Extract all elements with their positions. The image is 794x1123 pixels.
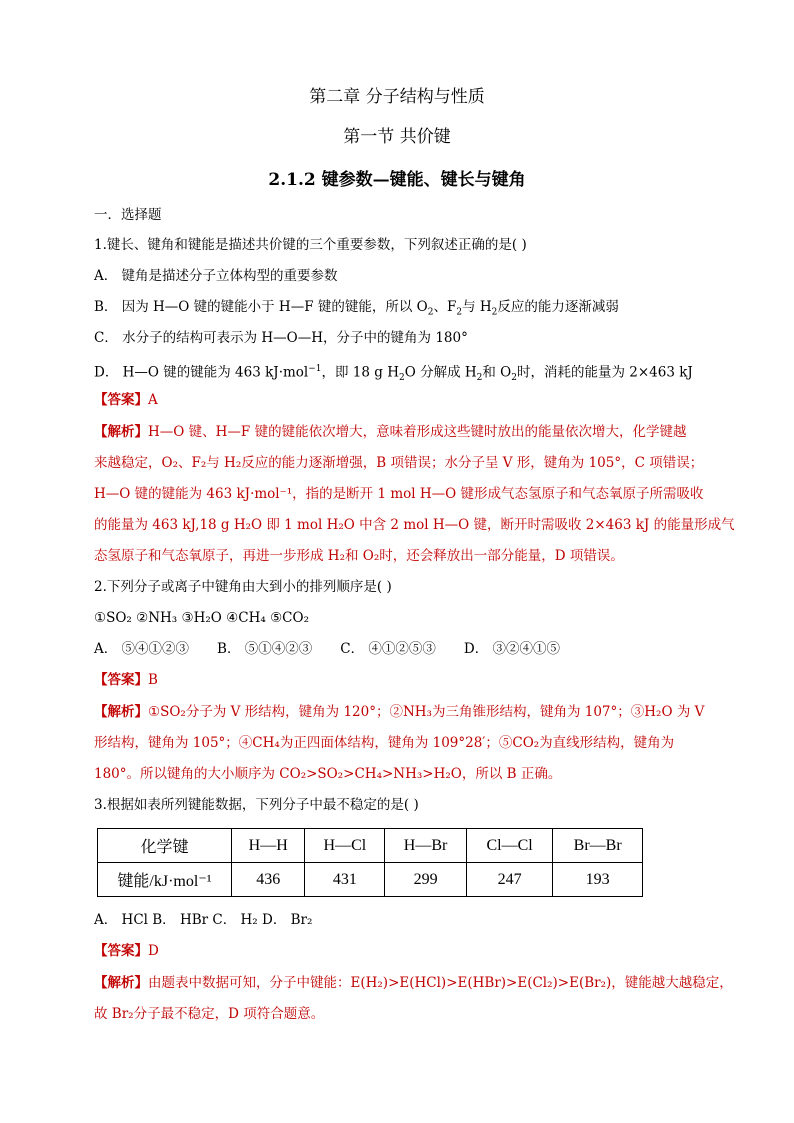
q1-analysis-2: 来越稳定，O₂、F₂与 H₂反应的能力逐渐增强，B 项错误；水分子呈 V 形，键角为 105°，C 项错误； xyxy=(94,455,704,471)
table-row xyxy=(98,863,643,897)
table-header-cell: 化学键 xyxy=(98,829,232,863)
table-header-row xyxy=(98,829,643,863)
q1-option-a: A． 键角是描述分子立体构型的重要参数 xyxy=(94,268,338,284)
q1-analysis-4: 的能量为 463 kJ,18 g H₂O 即 1 mol H₂O 中含 2 mol H—O 键，断开时需吸收 2×463 kJ 的能量形成气 xyxy=(94,517,735,533)
answer-value: B xyxy=(148,672,158,688)
q1-d-text4: 和 O xyxy=(482,364,512,381)
q1-option-b: B． 因为 H—O 键的键能小于 H—F 键的键能，所以 $O_2$、$F_2$与 $H_2$反应的能力逐渐减弱 xyxy=(94,299,619,318)
answer-value: D xyxy=(148,943,159,959)
table-cell: 299 xyxy=(385,863,467,897)
q2-options xyxy=(94,640,714,658)
q2-analysis-2: 形结构，键角为 105°；④CH₄为正四面体结构，键角为 109°28′；⑤CO₂为直线形结构，键角为 xyxy=(94,735,675,751)
q2-option-b: B． ⑤①④②③ xyxy=(217,641,313,657)
q2-analysis-1 xyxy=(94,703,714,721)
analysis-label: 【解析】 xyxy=(94,975,148,991)
q2-stem: 2.下列分子或离子中键角由大到小的排列顺序是( ) xyxy=(94,579,392,595)
analysis-text: ①SO₂分子为 V 形结构，键角为 120°；②NH₃为三角锥形结构，键角为 107°；③H₂O 为 V xyxy=(148,704,705,720)
q1-b-text1: B． 因为 H—O 键的键能小于 H—F 键的键能，所以 O xyxy=(94,299,428,315)
analysis-label: 【解析】 xyxy=(94,424,148,440)
q3-analysis-1 xyxy=(94,974,733,992)
q1-d-text1: D． H—O 键的键能为 463 kJ·mol xyxy=(94,364,309,381)
q1-analysis-1 xyxy=(94,423,714,441)
q3-analysis-2: 故 Br₂分子最不稳定，D 项符合题意。 xyxy=(94,1006,325,1022)
q1-b-text3: 与 H xyxy=(462,299,492,315)
answer-value: A xyxy=(148,392,158,408)
answer-label: 【答案】 xyxy=(94,943,148,959)
table-cell: 436 xyxy=(232,863,305,897)
answer-label: 【答案】 xyxy=(94,672,148,688)
analysis-text: 由题表中数据可知，分子中键能：E(H₂)>E(HCl)>E(HBr)>E(Cl₂)>E(Br₂)，键能越大越稳定， xyxy=(148,975,733,991)
q1-analysis-5: 态氢原子和气态氧原子，再进一步形成 H₂和 O₂时，还会释放出一部分能量，D 项错误。 xyxy=(94,548,624,564)
q1-b-text4: 反应的能力逐渐减弱 xyxy=(497,299,619,315)
q1-option-c: C． 水分子的结构可表示为 H—O—H，分子中的键角为 180° xyxy=(94,330,468,346)
table-header-cell: H—Cl xyxy=(305,829,385,863)
answer-label: 【答案】 xyxy=(94,392,148,408)
q3-answer xyxy=(94,942,714,960)
table-row-label: 键能/kJ·mol⁻¹ xyxy=(98,863,232,897)
table-header-cell: H—H xyxy=(232,829,305,863)
table-cell: 193 xyxy=(553,863,643,897)
table-cell: 247 xyxy=(466,863,552,897)
table-header-cell: Br—Br xyxy=(553,829,643,863)
q2-option-c: C． ④①②⑤③ xyxy=(340,641,436,657)
analysis-label: 【解析】 xyxy=(94,704,148,720)
chapter-title: 第二章 分子结构与性质 xyxy=(309,87,485,107)
q2-option-a: A． ⑤④①②③ xyxy=(94,641,190,657)
q2-items: ①SO₂ ②NH₃ ③H₂O ④CH₄ ⑤CO₂ xyxy=(94,610,309,626)
q2-option-d: D． ③②④①⑤ xyxy=(463,641,561,657)
q1-b-text2: 、F xyxy=(433,299,457,315)
table-header-cell: H—Br xyxy=(385,829,467,863)
q1-answer xyxy=(94,391,714,409)
analysis-text: H—O 键、H—F 键的键能依次增大，意味着形成这些键时放出的能量依次增大，化学键越 xyxy=(148,424,687,440)
section-title: 第一节 共价键 xyxy=(343,127,451,147)
q1-d-text3: O 分解成 H xyxy=(404,364,477,381)
q3-options: A． HCl B． HBr C． H₂ D． Br₂ xyxy=(94,912,313,928)
table-cell: 431 xyxy=(305,863,385,897)
q3-stem: 3.根据如表所列键能数据，下列分子中最不稳定的是( ) xyxy=(94,797,419,813)
bond-energy-table xyxy=(97,828,643,897)
q1-analysis-3: H—O 键的键能为 463 kJ·mol⁻¹，指的是断开 1 mol H—O 键形成气态氢原子和气态氧原子所需吸收 xyxy=(94,486,704,502)
lesson-title: 2.1.2 键参数—键能、键长与键角 xyxy=(268,170,526,190)
q2-analysis-3: 180°。所以键角的大小顺序为 CO₂>SO₂>CH₄>NH₃>H₂O，所以 B 正确。 xyxy=(94,766,562,782)
q2-answer xyxy=(94,671,714,689)
q1-d-text2: ，即 18 g H xyxy=(321,364,399,381)
q1-d-text5: 时，消耗的能量为 2×463 kJ xyxy=(516,364,693,381)
q1-stem: 1.键长、键角和键能是描述共价键的三个重要参数，下列叙述正确的是( ) xyxy=(94,237,527,253)
section-label: 一．选择题 xyxy=(94,207,162,223)
table-header-cell: Cl—Cl xyxy=(466,829,552,863)
q1-option-d: D． H—O 键的键能为 463 kJ·mol$^{-1}$，即 18 g $H_2O$ 分解成 $H_2$和 $O_2$时，消耗的能量为 2×463 kJ xyxy=(94,364,693,384)
